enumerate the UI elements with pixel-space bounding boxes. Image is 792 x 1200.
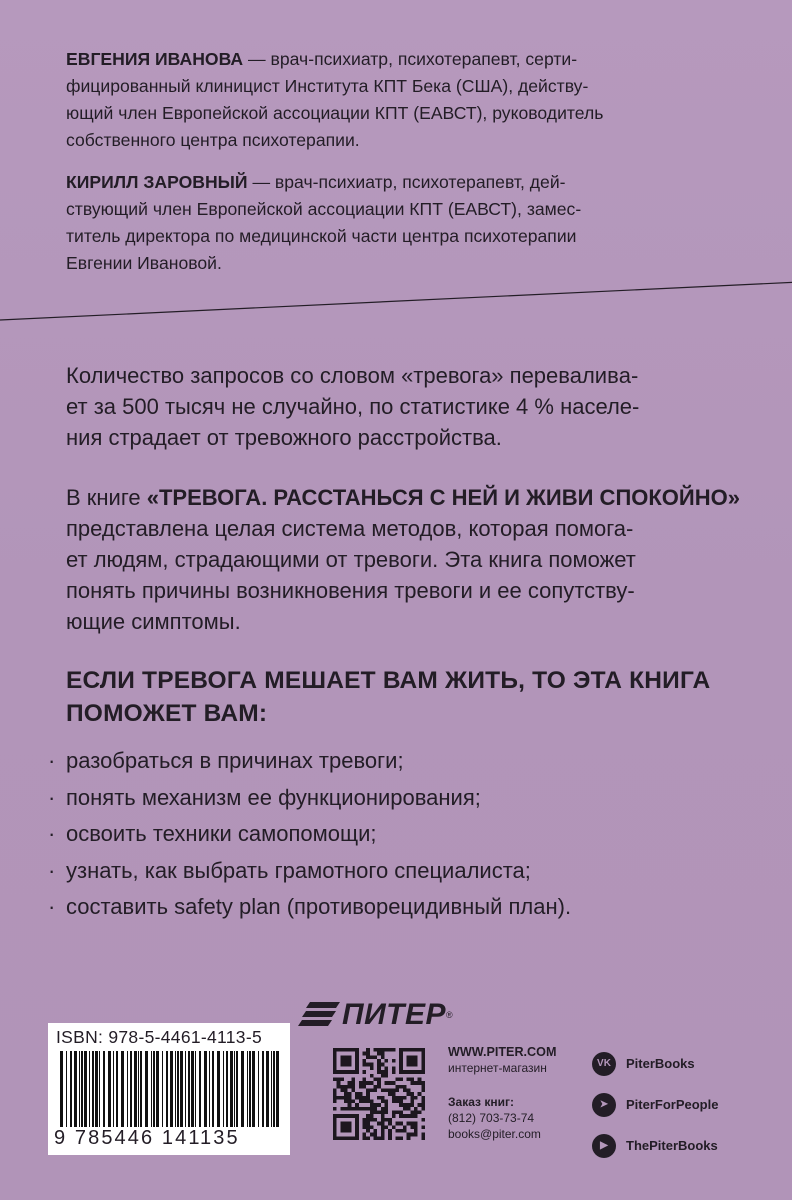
publisher-logo xyxy=(296,996,453,1034)
telegram-icon: ➤ xyxy=(592,1093,616,1117)
barcode-number: 9 785446 141135 xyxy=(54,1127,240,1149)
intro-line: ющие симптомы. xyxy=(66,609,241,634)
diagonal-divider xyxy=(0,268,792,328)
list-item-text: разобраться в причинах тревоги; xyxy=(66,748,404,774)
social-links xyxy=(592,1043,718,1166)
order-phone: (812) 703-73-74 xyxy=(448,1111,535,1125)
publisher-logo-icon xyxy=(296,1000,342,1030)
intro-line: Количество запросов со словом «тревога» переваливa- xyxy=(66,363,639,388)
order-label: Заказ книг: xyxy=(448,1095,514,1109)
shop-website: WWW.PITER.COM xyxy=(448,1045,557,1059)
social-youtube xyxy=(592,1125,718,1166)
intro-line: ет людям, страдающими от тревоги. Эта книга поможет xyxy=(66,547,636,572)
social-name: PiterBooks xyxy=(626,1056,695,1071)
order-info xyxy=(448,1094,541,1142)
bullet-icon: · xyxy=(48,821,56,847)
intro-line: ет за 500 тысяч не случайно, по статистике 4 % населе- xyxy=(66,394,640,419)
author-2-bio-line: ствующий член Европейской ассоциации КПТ (ЕАВСТ), замес- xyxy=(66,199,582,219)
authors-block xyxy=(66,46,736,292)
list-item xyxy=(48,816,571,853)
book-title: «ТРЕВОГА. РАССТАНЬСЯ С НЕЙ И ЖИВИ СПОКОЙНО» xyxy=(146,485,740,510)
author-1-bio-line: фицированный клиницист Института КПТ Бека (США), действу- xyxy=(66,76,589,96)
bullet-icon: · xyxy=(48,894,56,920)
social-vk xyxy=(592,1043,718,1084)
youtube-icon: ▶ xyxy=(592,1134,616,1158)
vk-icon: VK xyxy=(592,1052,616,1076)
qr-code xyxy=(333,1048,425,1140)
shop-info xyxy=(448,1044,556,1076)
author-1-bio-line: ющий член Европейской ассоциации КПТ (ЕАВСТ), руководитель xyxy=(66,103,604,123)
author-2-name: КИРИЛЛ ЗАРОВНЫЙ xyxy=(66,172,248,192)
intro-line: ния страдает от тревожного расстройства. xyxy=(66,425,502,450)
intro-paragraph-1 xyxy=(66,360,746,453)
author-1-bio-line: — врач-психиатр, психотерапевт, серти- xyxy=(248,49,578,69)
author-1 xyxy=(66,46,736,154)
intro-line: понять причины возникновения тревоги и ее сопутству- xyxy=(66,578,635,603)
author-1-bio-line: собственного центра психотерапии. xyxy=(66,130,360,150)
author-1-name: ЕВГЕНИЯ ИВАНОВА xyxy=(66,49,244,69)
list-item xyxy=(48,780,571,817)
author-2-bio-line: Евгении Ивановой. xyxy=(66,253,222,273)
bullet-icon: · xyxy=(48,748,56,774)
isbn-barcode xyxy=(48,1023,290,1155)
isbn-text: ISBN: 978-5-4461-4113-5 xyxy=(56,1027,263,1047)
list-item-text: освоить техники самопомощи; xyxy=(66,821,377,847)
social-telegram xyxy=(592,1084,718,1125)
benefits-heading xyxy=(66,664,766,730)
intro-paragraph-2 xyxy=(66,482,746,637)
bullet-icon: · xyxy=(48,784,56,810)
author-2 xyxy=(66,169,736,277)
benefits-list xyxy=(48,743,571,926)
social-name: ThePiterBooks xyxy=(626,1138,718,1153)
registered-mark: ® xyxy=(446,1010,453,1020)
list-item xyxy=(48,853,571,890)
list-item xyxy=(48,889,571,926)
order-email: books@piter.com xyxy=(448,1127,541,1141)
list-item-text: понять механизм ее функционирования; xyxy=(66,784,481,810)
publisher-footer xyxy=(48,988,768,1158)
publisher-logo-text: ПИТЕР xyxy=(342,998,446,1031)
heading-line: ПОМОЖЕТ ВАМ: xyxy=(66,700,268,727)
intro-line: представлена целая система методов, которая помога- xyxy=(66,516,634,541)
list-item-text: составить safety plan (противорецидивный план). xyxy=(66,894,572,920)
author-2-bio-line: титель директора по медицинской части центра психотерапии xyxy=(66,226,577,246)
list-item xyxy=(48,743,571,780)
heading-line: ЕСЛИ ТРЕВОГА МЕШАЕТ ВАМ ЖИТЬ, ТО ЭТА КНИГА xyxy=(66,667,711,694)
bullet-icon: · xyxy=(48,857,56,883)
author-2-bio-line: — врач-психиатр, психотерапевт, дей- xyxy=(252,172,566,192)
shop-label: интернет-магазин xyxy=(448,1061,547,1075)
intro-prefix: В книге xyxy=(66,485,147,510)
list-item-text: узнать, как выбрать грамотного специалиста; xyxy=(66,857,531,883)
social-name: PiterForPeople xyxy=(626,1097,719,1112)
barcode-bars xyxy=(60,1051,280,1127)
